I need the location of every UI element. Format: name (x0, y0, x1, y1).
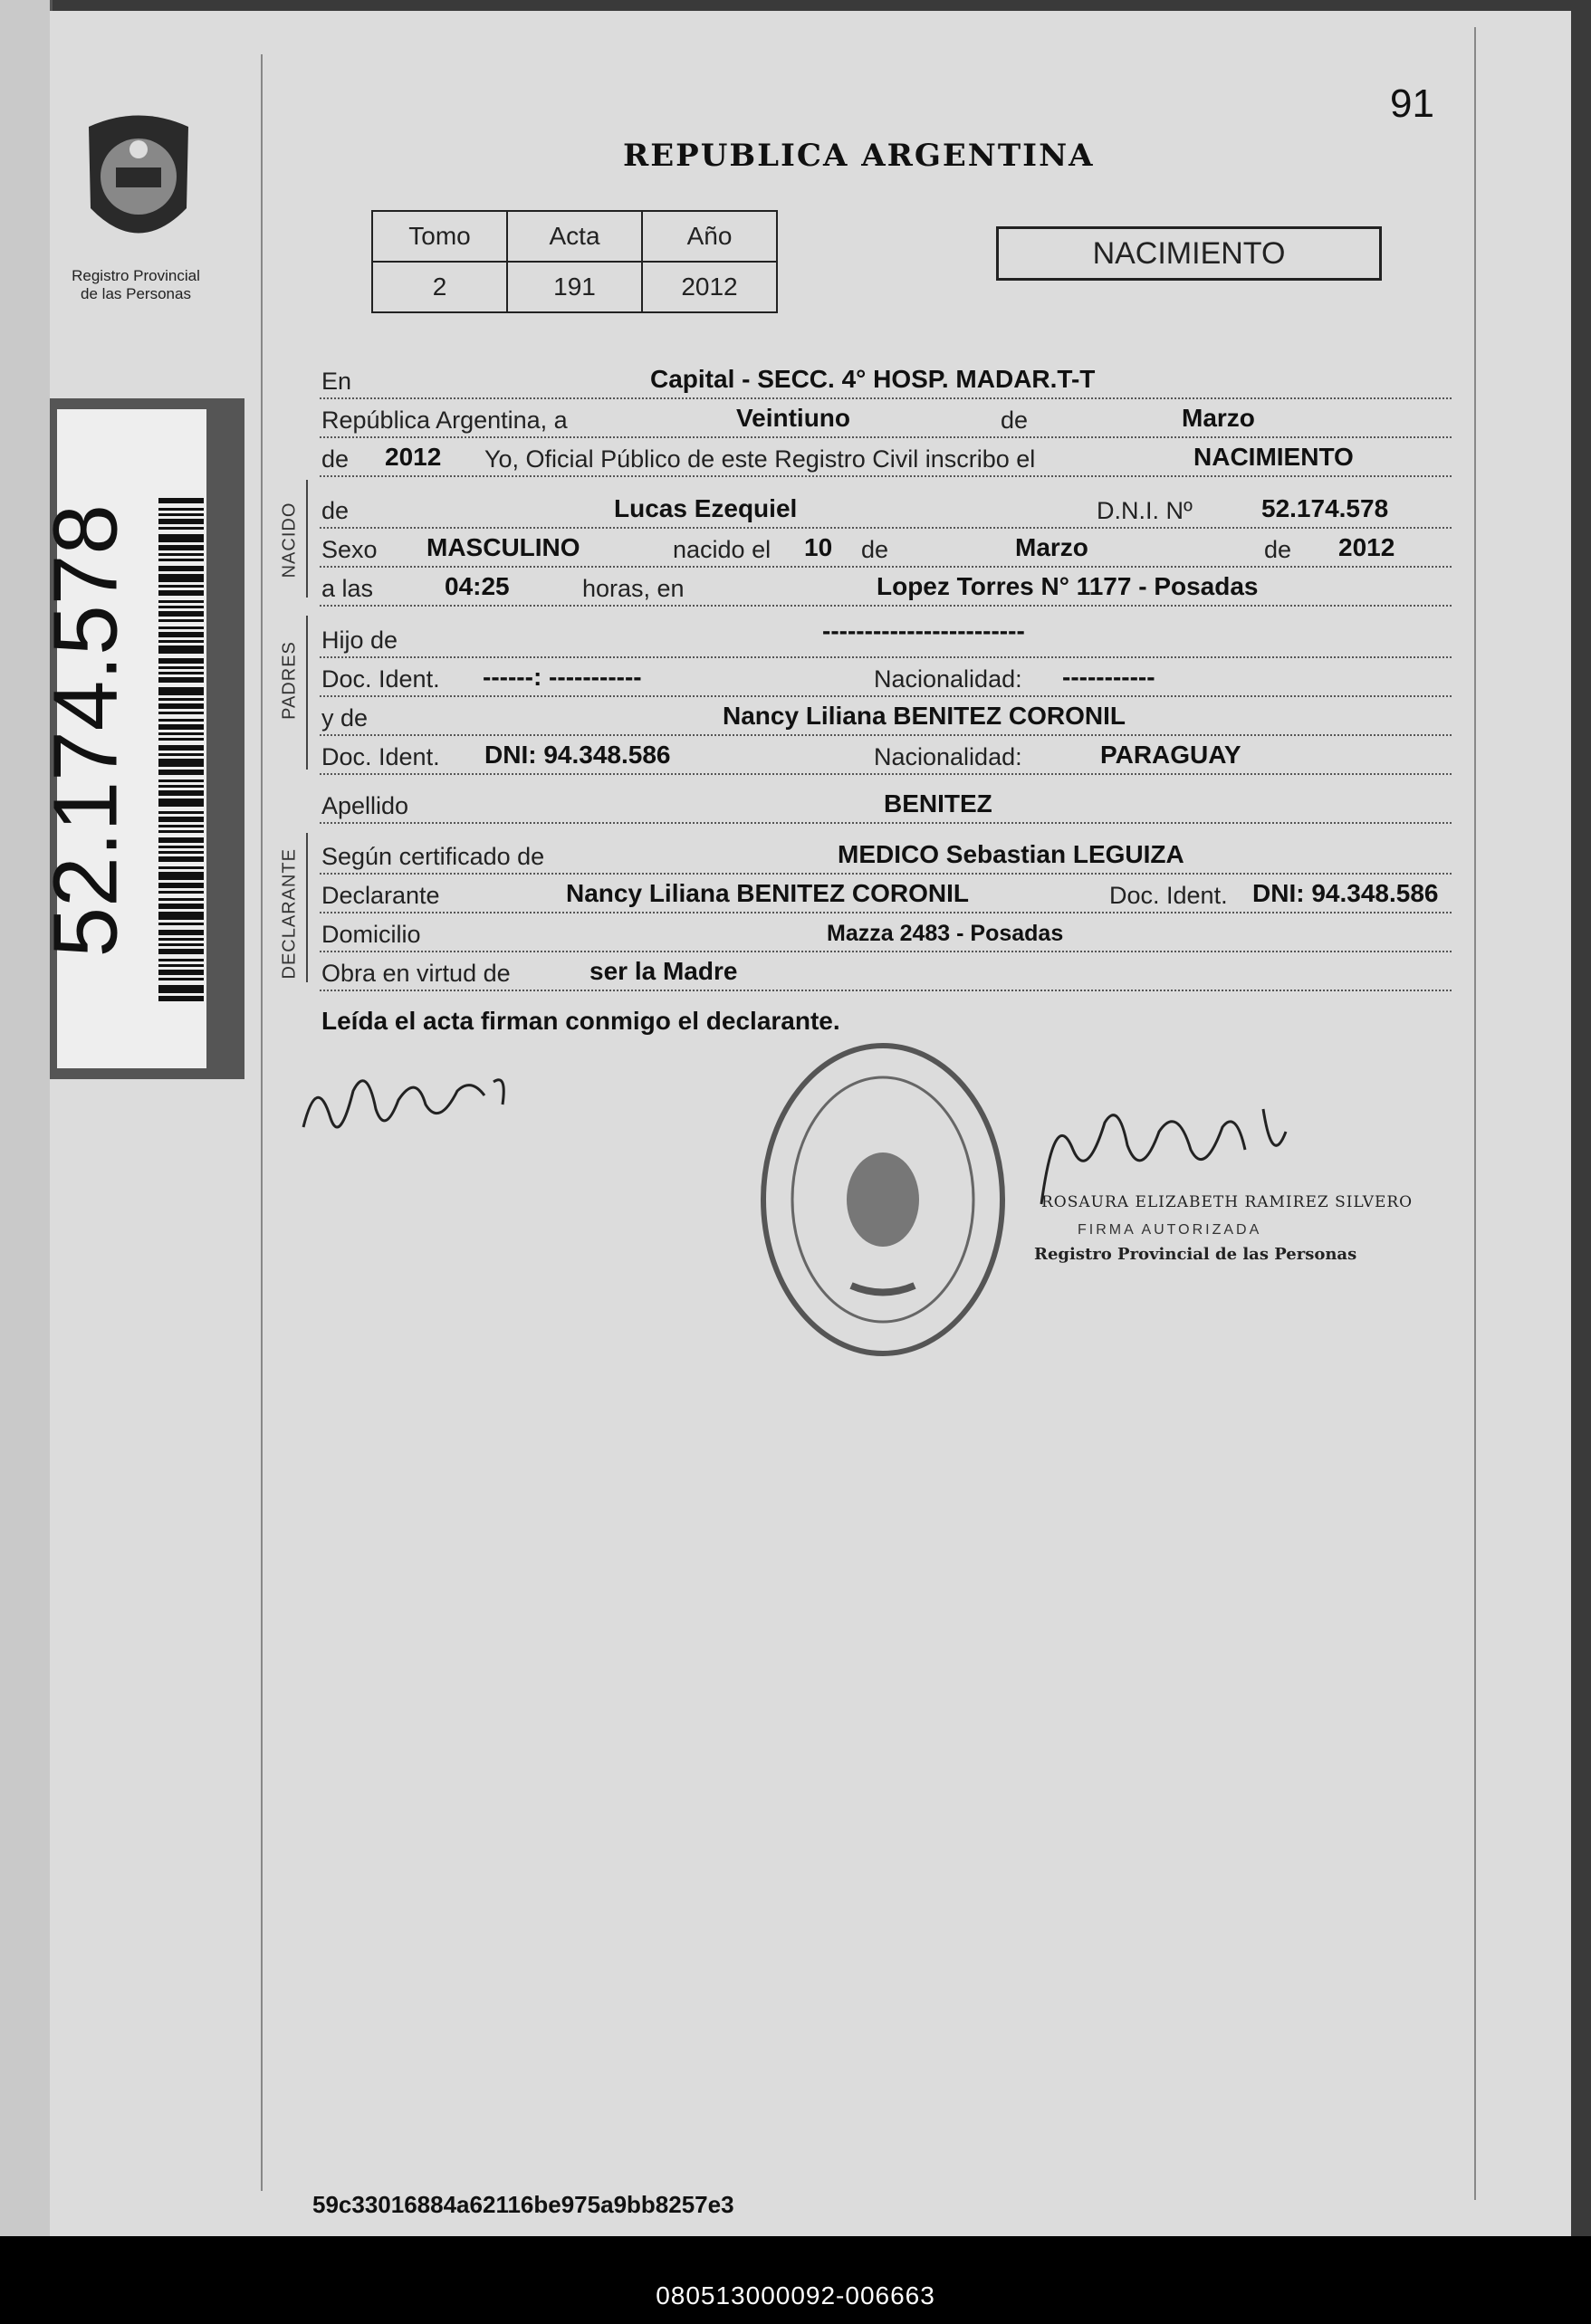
value-year: 2012 (385, 443, 442, 471)
value-certificate: MEDICO Sebastian LEGUIZA (838, 840, 1184, 868)
form-row-doc1 (320, 657, 1452, 697)
barcode-bar (158, 811, 204, 814)
register-table (371, 210, 778, 313)
value-birth-day: 10 (804, 533, 833, 561)
barcode-bar (158, 856, 204, 862)
label-de: de (1001, 406, 1029, 434)
label-sexo: Sexo (321, 536, 378, 563)
barcode-bar (158, 759, 204, 767)
register-value-acta: 191 (507, 262, 642, 312)
barcode-bar (158, 590, 204, 596)
barcode-bar (158, 904, 204, 909)
value-father-doc: ------: ----------- (483, 663, 642, 691)
logo-caption-line1: Registro Provincial (72, 267, 200, 284)
value-month: Marzo (1182, 404, 1255, 432)
barcode-bar (158, 898, 204, 901)
barcode-bar (158, 666, 204, 669)
label-doc3: Doc. Ident. (1109, 882, 1228, 909)
form-row-madre (320, 696, 1452, 736)
barcode-bar (158, 978, 204, 980)
label-domicilio: Domicilio (321, 921, 421, 948)
barcode-bar (158, 611, 204, 617)
barcode-bar (158, 846, 204, 848)
barcode-bar (158, 779, 204, 782)
barcode-bar (158, 566, 204, 571)
page-number: 91 (1390, 81, 1434, 126)
register-header-ano: Año (642, 211, 777, 262)
barcode-bar (158, 498, 204, 503)
province-seal-icon (71, 109, 206, 258)
logo-caption-line2: de las Personas (81, 285, 191, 302)
form-row-obra (320, 952, 1452, 991)
barcode-bar (158, 799, 204, 807)
barcode-bar (158, 964, 204, 967)
barcode-bar (158, 785, 204, 788)
barcode-bar (158, 770, 204, 775)
signer-org: Registro Provincial de las Personas (1034, 1245, 1357, 1264)
signer-role: FIRMA AUTORIZADA (1078, 1222, 1262, 1238)
value-birth-month: Marzo (1015, 533, 1088, 561)
label-nacido: nacido el (673, 536, 772, 563)
barcode-bar (158, 519, 204, 524)
barcode-bar (158, 658, 204, 664)
label-en: En (321, 368, 352, 395)
logo-caption (45, 267, 226, 303)
barcode-bar (158, 830, 204, 833)
barcode-bar (158, 585, 204, 588)
value-place: Capital - SECC. 4° HOSP. MADAR.T-T (650, 365, 1096, 393)
label-segun: Según certificado de (321, 843, 545, 870)
value-dni: 52.174.578 (1261, 494, 1389, 522)
barcode-bar (158, 513, 204, 516)
barcode-bar (158, 912, 204, 920)
barcode-bar (158, 985, 204, 993)
barcode-bar (158, 930, 204, 935)
value-father: ------------------------ (822, 617, 1025, 645)
value-declarante: Nancy Liliana BENITEZ CORONIL (566, 879, 969, 907)
value-mother: Nancy Liliana BENITEZ CORONIL (723, 702, 1126, 730)
barcode-bar (158, 712, 204, 714)
barcode-sticker (34, 398, 244, 1079)
barcode-bar (158, 790, 204, 796)
form-row-name (320, 489, 1452, 529)
barcode-bar (158, 724, 204, 730)
section-label-declarante: DECLARANTE (279, 848, 300, 980)
margin-line-left (261, 54, 263, 2191)
label-hijo: Hijo de (321, 626, 398, 654)
value-declarante-doc: DNI: 94.348.586 (1252, 879, 1439, 907)
label-horas: horas, en (582, 575, 685, 602)
barcode-bar (158, 574, 204, 582)
label-dni: D.N.I. Nº (1097, 497, 1193, 524)
barcode-bar (158, 527, 204, 530)
barcode-bar (158, 677, 204, 683)
barcode-bar (158, 619, 204, 622)
bottom-code: 080513000092-006663 (656, 2281, 935, 2310)
barcode-bar (158, 703, 204, 709)
form-row-oficial (320, 437, 1452, 477)
form-row-republica (320, 398, 1452, 438)
barcode-bar (158, 640, 204, 643)
barcode-bar (158, 943, 204, 946)
form-row-segun (320, 835, 1452, 875)
barcode-icon (158, 498, 204, 1005)
barcode-bar (158, 891, 204, 894)
signer-name: ROSAURA ELIZABETH RAMIREZ SILVERO (1041, 1193, 1414, 1211)
form-row-declarante (320, 874, 1452, 913)
barcode-bar (158, 866, 204, 869)
barcode-bar (158, 534, 204, 542)
label-republica: República Argentina, a (321, 406, 568, 434)
value-birth-year: 2012 (1338, 533, 1395, 561)
barcode-bar (158, 626, 204, 629)
barcode-bar (158, 872, 204, 880)
barcode-bar (158, 646, 204, 654)
barcode-bar (158, 687, 204, 695)
barcode-bar (158, 698, 204, 701)
form-row-en (320, 359, 1452, 399)
barcode-bar (158, 970, 204, 975)
form-row-hijo (320, 618, 1452, 658)
label-obra: Obra en virtud de (321, 960, 511, 987)
label-doc2: Doc. Ident. (321, 743, 440, 770)
barcode-bar (158, 606, 204, 608)
barcode-bar (158, 553, 204, 556)
barcode-bar (158, 825, 204, 827)
barcode-bar (158, 996, 204, 1001)
closing-statement: Leída el acta firman conmigo el declarante. (321, 1007, 840, 1035)
value-inscribe: NACIMIENTO (1193, 443, 1354, 471)
barcode-bar (158, 559, 204, 561)
value-mother-nationality: PARAGUAY (1100, 741, 1241, 769)
brace-declarante (306, 833, 308, 982)
barcode-bar (158, 923, 204, 925)
barcode-bar (158, 949, 204, 954)
label-de4: de (861, 536, 889, 563)
barcode-bar (158, 732, 204, 735)
barcode-bar (158, 508, 204, 511)
barcode-bar (158, 883, 204, 888)
barcode-bar (158, 851, 204, 854)
barcode-bar (158, 753, 204, 756)
label-apellido: Apellido (321, 792, 409, 819)
declarant-signature (290, 1055, 525, 1154)
form-row-apellido (320, 784, 1452, 824)
form-row-sexo (320, 528, 1452, 568)
label-de3: de (321, 497, 350, 524)
side-id-number: 52.174.578 (34, 504, 137, 958)
value-father-nationality: ----------- (1062, 663, 1155, 691)
page-title: REPUBLICA ARGENTINA (623, 138, 1095, 174)
barcode-bar (158, 672, 204, 674)
barcode-bar (158, 817, 204, 822)
section-label-nacido: NACIDO (279, 502, 300, 579)
document-hash: 59c33016884a62116be975a9bb8257e3 (312, 2191, 734, 2218)
form-row-doc2 (320, 735, 1452, 775)
left-page-edge (0, 0, 53, 2281)
official-stamp-icon (752, 1032, 1014, 1367)
value-mother-doc: DNI: 94.348.586 (484, 741, 671, 769)
act-type-box: NACIMIENTO (996, 226, 1382, 281)
value-apellido: BENITEZ (884, 789, 992, 818)
value-birth-place: Lopez Torres N° 1177 - Posadas (877, 572, 1259, 600)
label-doc1: Doc. Ident. (321, 665, 440, 693)
brace-padres (306, 616, 308, 770)
barcode-bar (158, 837, 204, 843)
label-de2: de (321, 445, 350, 473)
register-header-acta: Acta (507, 211, 642, 262)
barcode-bar (158, 738, 204, 741)
label-yde: y de (321, 704, 369, 732)
label-declarante: Declarante (321, 882, 440, 909)
register-value-ano: 2012 (642, 262, 777, 312)
barcode-bar (158, 959, 204, 961)
value-domicilio: Mazza 2483 - Posadas (827, 921, 1064, 946)
label-nac1: Nacionalidad: (874, 665, 1022, 693)
margin-line-right (1474, 27, 1476, 2200)
label-alas: a las (321, 575, 374, 602)
value-day-words: Veintiuno (736, 404, 850, 432)
barcode-bar (158, 545, 204, 550)
value-obra: ser la Madre (589, 957, 738, 985)
label-de5: de (1264, 536, 1292, 563)
form-row-domicilio (320, 913, 1452, 952)
bottom-bar (0, 2236, 1591, 2324)
value-sexo: MASCULINO (427, 533, 580, 561)
label-oficial: Yo, Oficial Público de este Registro Civil inscribo el (484, 445, 1036, 473)
brace-nacido (306, 480, 308, 598)
register-header-tomo: Tomo (372, 211, 507, 262)
barcode-bar (158, 600, 204, 603)
value-hora: 04:25 (445, 572, 510, 600)
value-child-name: Lucas Ezequiel (614, 494, 798, 522)
form-row-hora (320, 567, 1452, 607)
barcode-bar (158, 632, 204, 637)
barcode-bar (158, 938, 204, 941)
register-value-tomo: 2 (372, 262, 507, 312)
barcode-bar (158, 719, 204, 722)
section-label-padres: PADRES (279, 641, 300, 720)
label-nac2: Nacionalidad: (874, 743, 1022, 770)
barcode-bar (158, 745, 204, 751)
